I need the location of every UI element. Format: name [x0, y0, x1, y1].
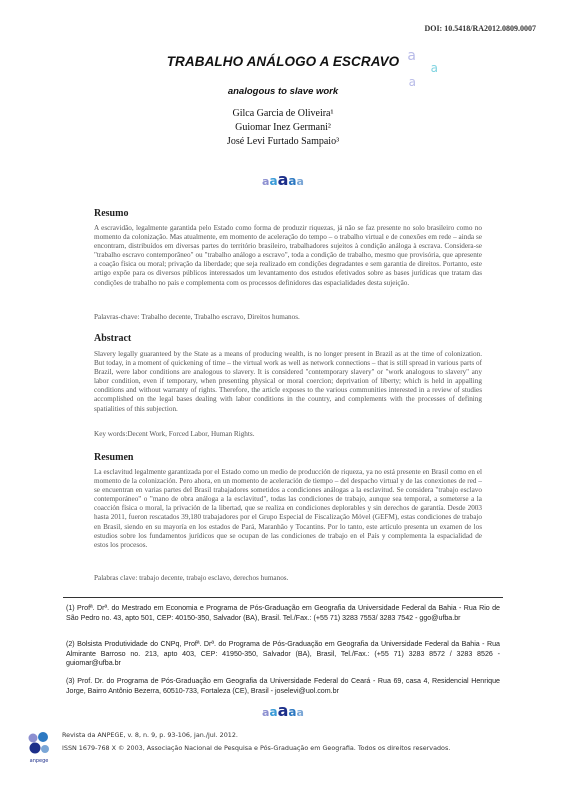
- logo-letter: a: [269, 174, 278, 188]
- keywords-values: :Decent Work, Forced Labor, Human Rights.: [125, 430, 255, 438]
- logo-letter: a: [296, 706, 304, 719]
- anpege-letter-logo-bottom: [0, 703, 566, 719]
- doi-label[interactable]: DOI: 10.5418/RA2012.0809.0007: [424, 24, 536, 33]
- decorative-a-icon: a: [408, 75, 416, 89]
- keywords-label: Palavras-chave: [94, 313, 138, 321]
- article-title: TRABALHO ANÁLOGO A ESCRAVO: [166, 54, 400, 69]
- abstract-keywords: [94, 430, 482, 439]
- author-name: Guiomar Inez Germani²: [235, 122, 331, 133]
- logo-letter: a: [262, 175, 270, 188]
- logo-letter: a: [262, 706, 270, 719]
- resumen-text: La esclavitud legalmente garantizada por el Estado como un medio de producción de riqueza, ya no está presente en Brasil como en el momento de la colonización. Pero ahora, en un momento de aceleración de tiempo – del despacho virtual y de las conexiones de red – se encuentran en varias partes del Brasil trabajadores sometidos a condiciones análogas a la esclavitud. Se considera "trabajo esclavo contemporáneo" o "mano de obra análoga a la esclavitud", todas las condiciones de trabajo, aunque sea temporal, a someterse a la coacción física o moral, la privación de la libertad, que se realiza en condiciones deplorables y sin derechos de garantía. Desde 2003 hasta 2011, fueron rescatados 39,180 trabajadores por el Grupo Especial de Fiscalização Móvel (GEFM), estas condiciones de trabajo en Brasil, siendo en su mayoría en los estados de Pará, Maranhão y Tocantins. Por lo tanto, este artículo presenta un examen de los estudios sobre los fundamentos jurídicos que se ocupan de las condiciones de trabajo en el País y complementa la espacialidad de estos los procesos.: [94, 468, 482, 549]
- keywords-values: : Trabalho decente, Trabalho escravo, Direitos humanos.: [137, 313, 300, 321]
- author-list: [0, 107, 566, 149]
- decorative-a-icon: a: [407, 48, 416, 64]
- abstract-text: Slavery legally guaranteed by the State as a means of producing wealth, is no longer present in Brazil as at the time of colonization. But today, in a moment of quickening of time – the virtual work as well as network connections – that is still spread in various parts of Brazil, were labor conditions are analogous to slavery. It is considered "contemporary slavery" or "work analogous to slavery" any labor condition, even if temporary, when presenting physical or moral coercion; deprivation of liberty; which is held in appalling conditions and without warranty of rights. Therefore, the article exposes to the various communities interested in a review of studies accomplished on the legal bases dealing with labor conditions in the country, and complements with the processes of defining spatialities of this subjection.: [94, 350, 482, 413]
- logo-letter: a: [288, 174, 297, 188]
- footnote-1: (1) Profª. Drª. do Mestrado em Economia e Programa de Pós-Graduação em Geografia da Universidade Federal da Bahia - Rua Rio de São Pedro no. 43, apto 501, CEP: 40150-350, Salvador (BA), Brasil. Tel./Fax.: (+55 71) 3283 7553/ 3283 7542 - ggo@ufba.br: [66, 604, 500, 622]
- keywords-label: Palabras clave: [94, 574, 136, 582]
- resumen-keywords: [94, 574, 482, 583]
- copyright-line: ISSN 1679-768 X © 2003, Associação Nacional de Pesquisa e Pós-Graduação em Geografia. Todos os direitos reservados.: [62, 744, 451, 752]
- logo-letter: a: [296, 175, 304, 188]
- resumo-keywords: [94, 313, 482, 322]
- resumo-text: A escravidão, legalmente garantida pelo Estado como forma de produzir riquezas, já não se faz presente no solo brasileiro como no momento da colonização. Mas atualmente, em momento de aceleração do tempo – o trabalho virtual e de conexões em rede – ainda se encontram, distribuídos em diversas partes do território brasileiro, trabalhadores sujeitos à condição análoga à escrava. Considera-se "trabalho escravo contemporâneo" ou "trabalho análogo a escravo", toda a condição de trabalho, mesmo que provisória, que apresente a coação física ou moral; privação da liberdade; que seja realizado em condições degradantes e sem garantia de direitos. Portanto, este artigo expõe para os diversos públicos interessados um levantamento dos estudos efetivados sobre as bases jurídicas que tratam das condições de trabalho no país e complementa com os processos definidores das espacialidades desta sujeição.: [94, 224, 482, 287]
- article-subtitle: analogous to slave work: [227, 86, 339, 97]
- logo-letter: a: [277, 701, 289, 720]
- anpege-letter-logo: [0, 172, 566, 188]
- logo-letter: a: [277, 170, 289, 189]
- anpege-footer-logo: [26, 728, 52, 768]
- footnote-2: (2) Bolsista Produtividade do CNPq, Profª. Drª. do Programa de Pós-Graduação em Geografia da Universidade Federal da Bahia - Rua Almirante Barroso no. 213, apto 403, CEP: 41950-350, Salvador (BA), Brasil, Tel./Fax.: (+55 71) 3283 8572 / 3283 8526 - guiomar@ufba.br: [66, 640, 500, 667]
- anpege-logo-text: anpege: [29, 758, 49, 764]
- footnote-divider: [63, 597, 503, 598]
- logo-letter: a: [269, 705, 278, 719]
- keywords-values: : trabajo decente, trabajo esclavo, derechos humanos.: [135, 574, 289, 582]
- logo-letter: a: [288, 705, 297, 719]
- resumo-heading: Resumo: [94, 208, 129, 219]
- abstract-heading: Abstract: [94, 333, 132, 344]
- author-name: Gilca Garcia de Oliveira¹: [232, 108, 334, 119]
- footnote-3: (3) Prof. Dr. do Programa de Pós-Graduação em Geografia da Universidade Federal do Ceará - Rua 69, casa 4, Residencial Henrique Jorge, Bairro Antônio Bezerra, 60510-733, Fortaleza (CE), Brasil - joselevi@uol.com.br: [66, 677, 500, 695]
- decorative-a-icon: a: [430, 61, 438, 75]
- resumen-heading: Resumen: [94, 452, 134, 463]
- author-name: José Levi Furtado Sampaio³: [226, 136, 340, 147]
- journal-citation: Revista da ANPEGE, v. 8, n. 9, p. 93-106, jan./jul. 2012.: [62, 731, 238, 739]
- keywords-label: Key words: [94, 430, 126, 438]
